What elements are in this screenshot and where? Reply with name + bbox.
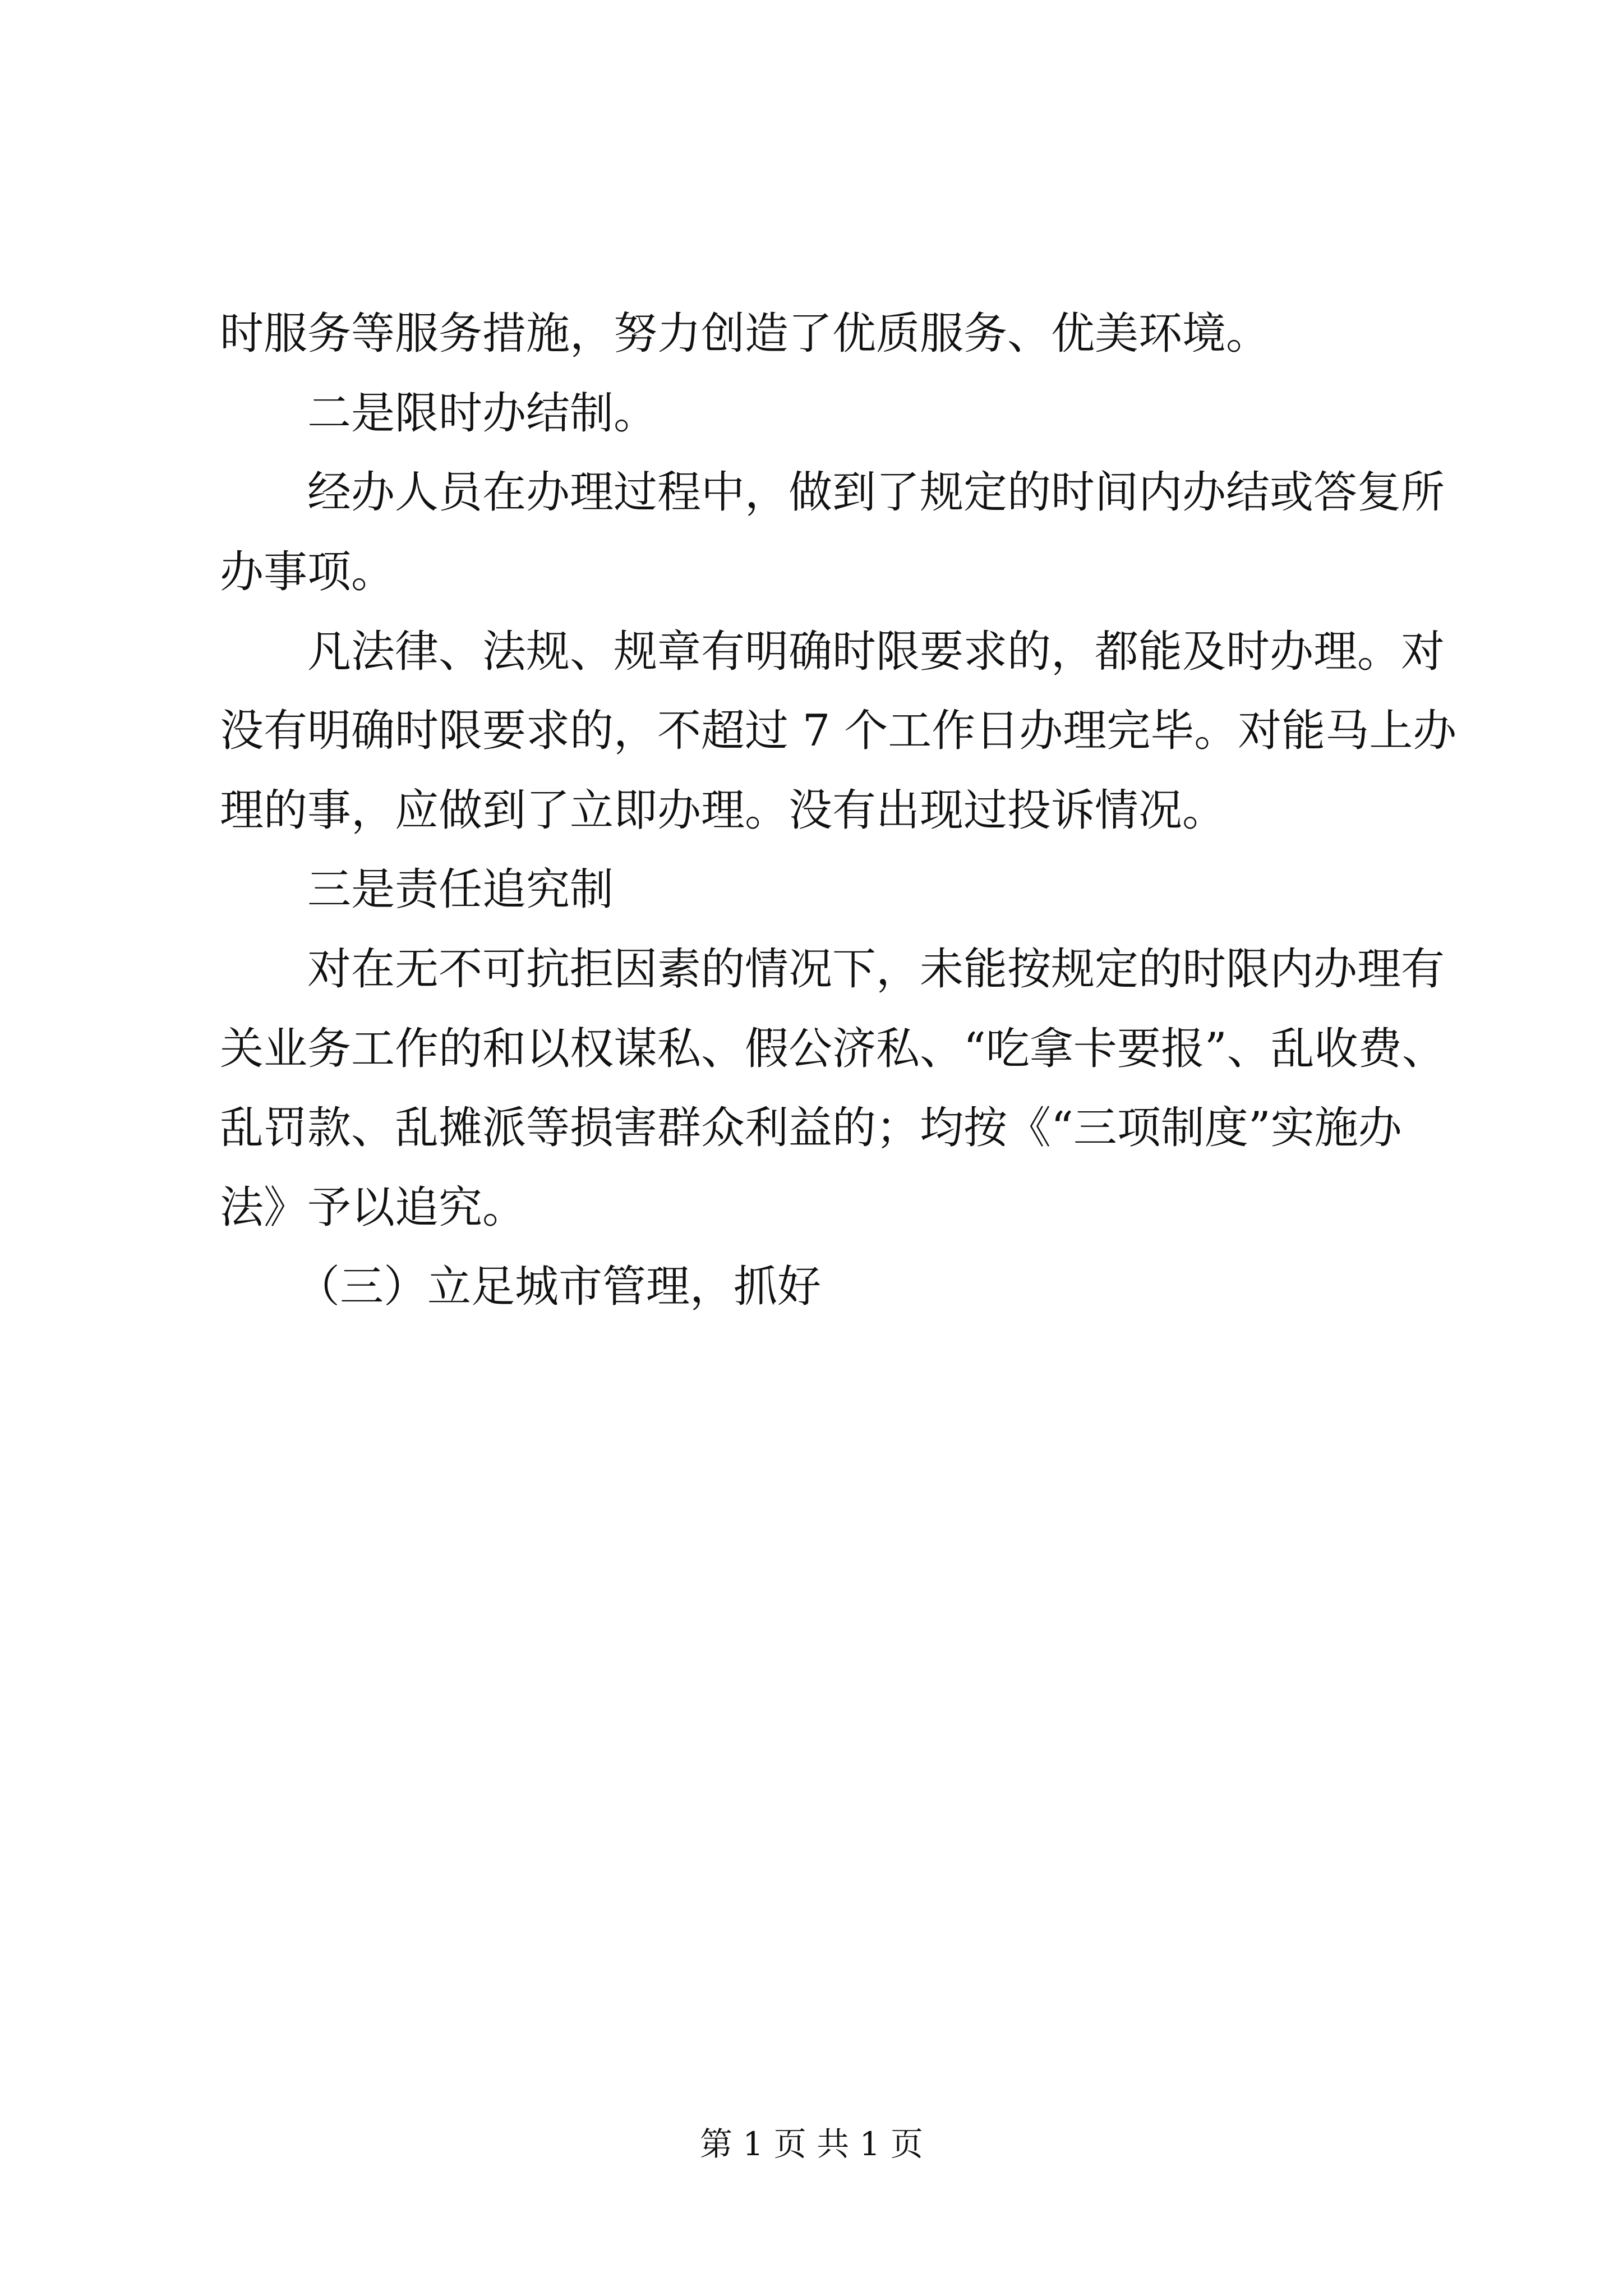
text-line: 对在无不可抗拒因素的情况下，未能按规定的时限内办理有	[307, 944, 1445, 995]
section-heading: （三）立足城市管理，抓好	[296, 1262, 822, 1312]
text-line: 经办人员在办理过程中，做到了规定的时间内办结或答复所	[307, 467, 1445, 518]
text-line: 关业务工作的和以权谋私、假公济私、“吃拿卡要报”、乱收费、	[220, 1024, 1446, 1074]
text-line: 乱罚款、乱摊派等损害群众利益的；均按《“三项制度”实施办	[220, 1103, 1402, 1153]
page-footer: 第 1 页 共 1 页	[700, 2125, 923, 2163]
text-line: 法》予以追究。	[220, 1182, 527, 1233]
text-line: 时服务等服务措施，努力创造了优质服务、优美环境。	[220, 309, 1270, 359]
text-line: 二是限时办结制。	[307, 388, 658, 439]
text-line: 凡法律、法规、规章有明确时限要求的，都能及时办理。对	[307, 627, 1445, 677]
text-line: 没有明确时限要求的，不超过 7 个工作日办理完毕。对能马上办	[220, 706, 1457, 756]
text-line: 理的事，应做到了立即办理。没有出现过投诉情况。	[220, 785, 1227, 836]
text-line: 办事项。	[220, 547, 395, 597]
text-line: 三是责任追究制	[307, 864, 614, 915]
